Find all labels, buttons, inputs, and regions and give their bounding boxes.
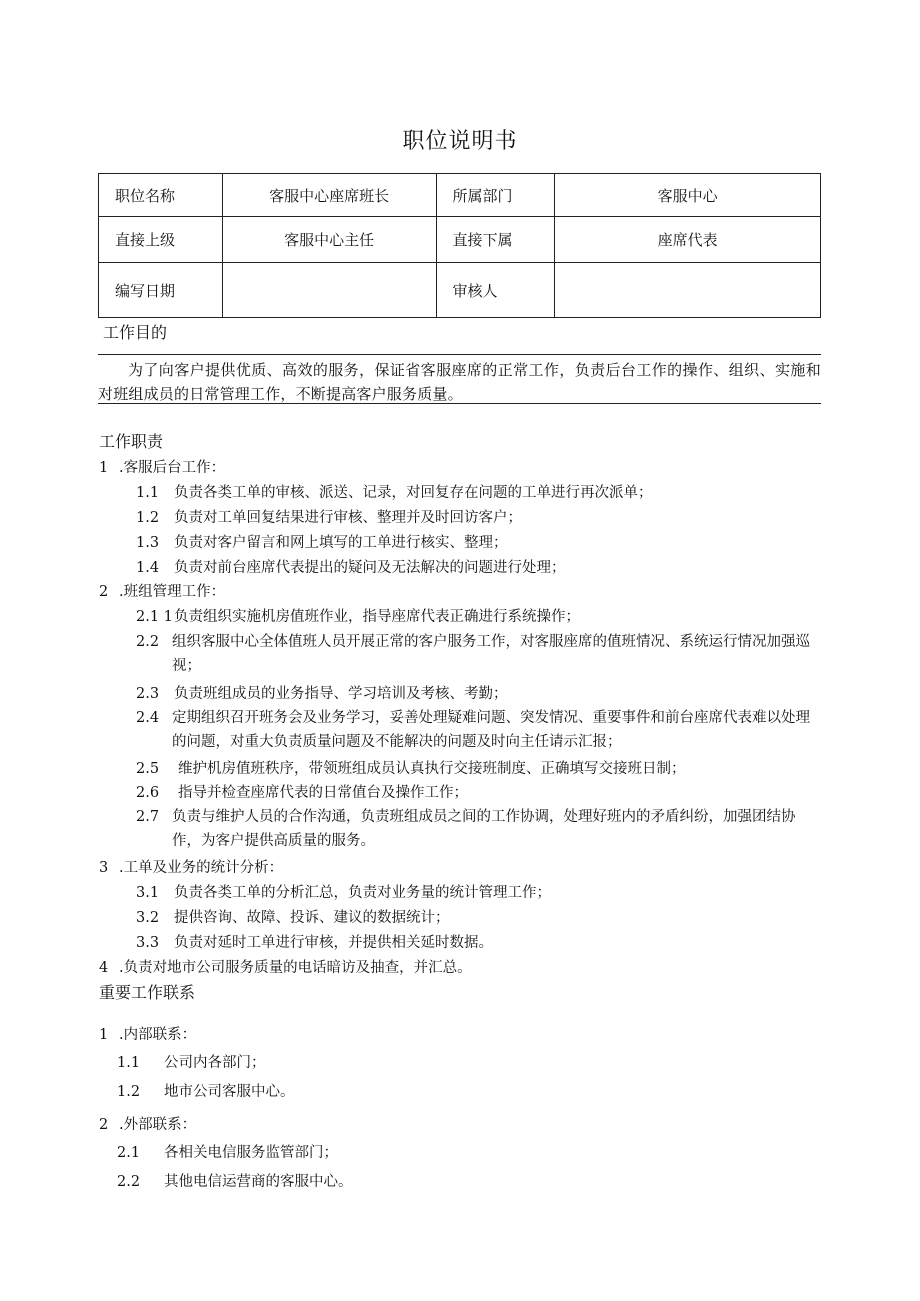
contact-internal	[99, 1023, 196, 1044]
duty-section-2	[99, 580, 225, 601]
duty-item-text: 指导并检查座席代表的日常值台及操作工作；	[178, 785, 468, 801]
duty-item	[136, 630, 824, 678]
duty-item	[136, 881, 551, 902]
purpose-box	[98, 354, 821, 404]
superior-label: 直接上级	[99, 217, 223, 263]
duty-item-text: 负责各类工单的分析汇总，负责对业务量的统计管理工作；	[174, 885, 551, 901]
duty-section-title: .负责对地市公司服务质量的电话暗访及抽查，并汇总。	[119, 960, 472, 976]
contacts-heading: 重要工作联系	[99, 983, 196, 1002]
duty-item-num: 1.2	[136, 510, 160, 526]
duty-item-text: 负责对客户留言和网上填写的工单进行核实、整理；	[174, 535, 508, 551]
duty-section-num: 4	[99, 960, 109, 976]
position-name-value: 客服中心座席班长	[222, 174, 436, 217]
duty-item-num: 2.2	[136, 634, 160, 650]
duty-item-num: 1.4	[136, 560, 160, 576]
duty-item	[136, 805, 824, 853]
contact-item	[117, 1141, 338, 1162]
contact-item-num: 1.2	[117, 1084, 141, 1100]
date-label: 编写日期	[99, 263, 223, 318]
duty-item	[136, 556, 566, 577]
reviewer-value	[555, 263, 821, 318]
duty-item-text: 负责各类工单的审核、派送、记录，对回复存在问题的工单进行再次派单；	[174, 485, 653, 501]
duty-item-num: 2.4	[136, 710, 160, 726]
contact-item-num: 2.1	[117, 1145, 141, 1161]
duty-section-3	[99, 856, 283, 877]
purpose-text: 为了向客户提供优质、高效的服务，保证省客服座席的正常工作，负责后台工作的操作、组织、实施和对班组成员的日常管理工作，不断提高客户服务质量。	[98, 361, 821, 403]
duty-section-num: 2	[99, 584, 109, 600]
contact-item	[117, 1080, 295, 1101]
contact-item	[117, 1170, 353, 1191]
duty-item-num: 2.1 1	[136, 609, 173, 625]
duty-section-4	[99, 956, 472, 977]
contact-item-num: 1.1	[117, 1055, 141, 1071]
duty-item-text: 组织客服中心全体值班人员开展正常的客户服务工作，对客服座席的值班情况、系统运行情况加强巡视；	[172, 634, 810, 674]
duty-item-text: 负责对延时工单进行审核，并提供相关延时数据。	[174, 935, 493, 951]
department-label: 所属部门	[436, 174, 555, 217]
duty-item-num: 1.3	[136, 535, 160, 551]
duty-item	[136, 931, 493, 952]
duty-item	[136, 906, 450, 927]
duty-item-num: 2.3	[136, 686, 160, 702]
duty-item-num: 1.1	[136, 485, 160, 501]
position-name-label: 职位名称	[99, 174, 223, 217]
contact-external	[99, 1113, 196, 1134]
department-value: 客服中心	[555, 174, 821, 217]
duty-item-num: 2.5	[136, 761, 160, 777]
duty-item-text: 定期组织召开班务会及业务学习，妥善处理疑难问题、突发情况、重要事件和前台座席代表难以处理的问题，对重大负责质量问题及不能解决的问题及时向主任请示汇报；	[172, 710, 810, 750]
duty-item	[136, 757, 686, 778]
contact-item-text: 地市公司客服中心。	[164, 1084, 295, 1100]
contact-item-text: 各相关电信服务监管部门；	[164, 1145, 338, 1161]
duty-item-num: 3.2	[136, 910, 160, 926]
duty-item	[136, 706, 824, 754]
subordinate-value: 座席代表	[555, 217, 821, 263]
contact-item-text: 公司内各部门；	[164, 1055, 266, 1071]
date-value	[222, 263, 436, 318]
duty-item-text: 负责对工单回复结果进行审核、整理并及时回访客户；	[174, 510, 522, 526]
contact-section-num: 2	[99, 1117, 109, 1133]
superior-value: 客服中心主任	[222, 217, 436, 263]
purpose-heading: 工作目的	[103, 323, 168, 342]
duty-section-title: .工单及业务的统计分析：	[119, 860, 284, 876]
duty-item-text: 维护机房值班秩序，带领班组成员认真执行交接班制度、正确填写交接班日制；	[178, 761, 686, 777]
duty-section-1	[99, 456, 225, 477]
duty-item	[136, 682, 508, 703]
duty-item-text: 负责组织实施机房值班作业，指导座席代表正确进行系统操作；	[174, 609, 580, 625]
contact-item	[117, 1051, 266, 1072]
contact-item-text: 其他电信运营商的客服中心。	[164, 1174, 353, 1190]
duty-item-num: 2.7	[136, 809, 160, 825]
contact-section-title: .外部联系：	[119, 1117, 197, 1133]
subordinate-label: 直接下属	[436, 217, 555, 263]
duty-item	[136, 781, 468, 802]
duty-item-num: 3.1	[136, 885, 160, 901]
reviewer-label: 审核人	[436, 263, 555, 318]
duty-item-text: 负责班组成员的业务指导、学习培训及考核、考勤；	[174, 686, 508, 702]
page-title: 职位说明书	[402, 129, 518, 154]
duties-heading: 工作职责	[99, 432, 164, 451]
duty-item-num: 2.6	[136, 785, 160, 801]
duty-item-text: 提供咨询、故障、投诉、建议的数据统计；	[174, 910, 450, 926]
contact-section-title: .内部联系：	[119, 1027, 197, 1043]
duty-section-title: .客服后台工作：	[119, 460, 226, 476]
duty-item	[136, 481, 653, 502]
duty-item-text: 负责与维护人员的合作沟通，负责班组成员之间的工作协调，处理好班内的矛盾纠纷，加强团结协作，为客户提供高质量的服务。	[172, 809, 796, 849]
duty-item	[136, 531, 508, 552]
contact-section-num: 1	[99, 1027, 109, 1043]
duty-item-num: 3.3	[136, 935, 160, 951]
duty-section-num: 1	[99, 460, 109, 476]
duty-section-num: 3	[99, 860, 109, 876]
contact-item-num: 2.2	[117, 1174, 141, 1190]
duty-section-title: .班组管理工作：	[119, 584, 226, 600]
duty-item-text: 负责对前台座席代表提出的疑问及无法解决的问题进行处理；	[174, 560, 566, 576]
position-info-table	[98, 173, 821, 318]
duty-item	[136, 605, 580, 626]
duty-item	[136, 506, 522, 527]
